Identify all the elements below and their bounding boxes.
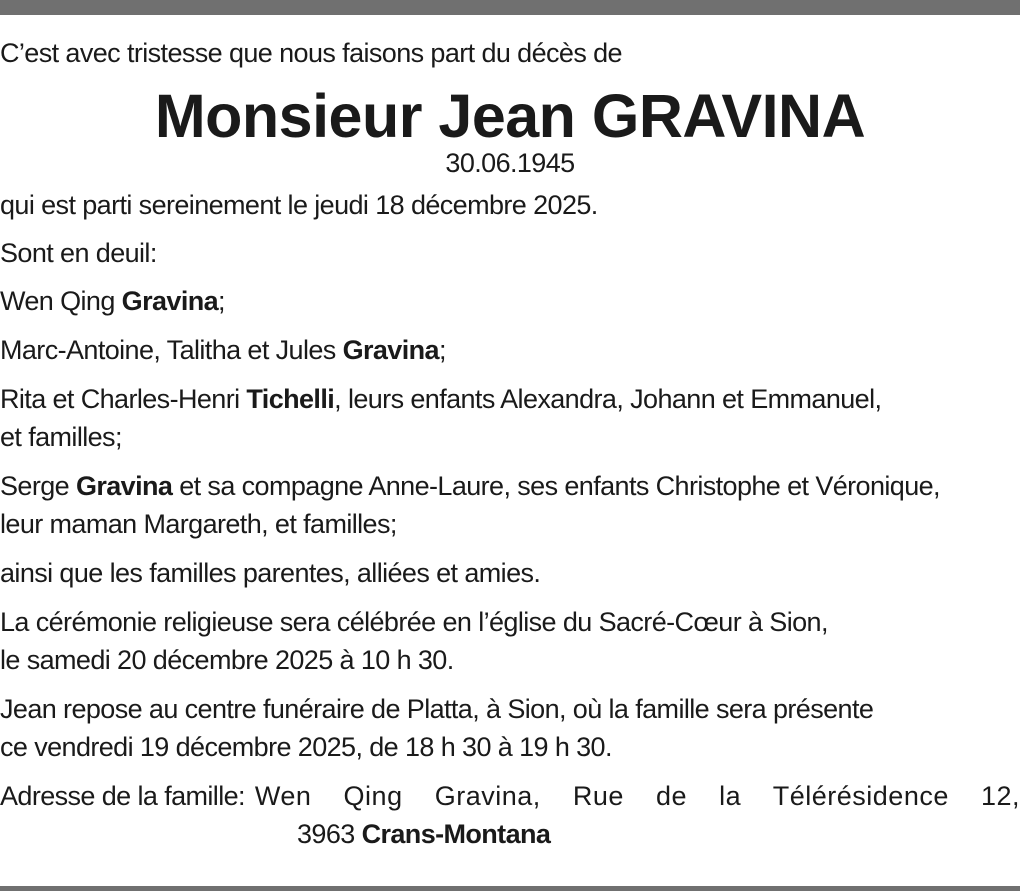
mourner-surname: Gravina	[342, 335, 439, 365]
address-postcode: 3963	[297, 819, 355, 849]
address-label: Adresse de la famille:	[0, 781, 245, 811]
mourners-heading: Sont en deuil:	[0, 238, 157, 268]
mourner-surname: Gravina	[121, 286, 219, 316]
mourner-line: Serge Gravina et sa compagne Anne-Laure, ses enfants Christophe et Véronique, leur maman Margareth, et familles;	[0, 471, 940, 539]
mourner-surname: Tichelli	[246, 384, 335, 414]
visitation-text: Jean repose au centre funéraire de Platta, à Sion, où la famille sera présente ce vendredi 19 décembre 2025, de 18 h 30 à 19 h 30.	[0, 694, 874, 762]
ceremony-text: La cérémonie religieuse sera célébrée en l’église du Sacré-Cœur à Sion, le samedi 20 décembre 2025 à 10 h 30.	[0, 607, 828, 675]
address-street: Wen Qing Gravina, Rue de la Télérésidence 12,	[254, 781, 1020, 811]
obituary-notice	[0, 34, 1020, 853]
departure-text: qui est parti sereinement le jeudi 18 décembre 2025.	[0, 190, 598, 220]
bottom-rule	[0, 886, 1020, 891]
relatives-text: ainsi que les familles parentes, alliées et amies.	[0, 558, 541, 588]
address-city: Crans-Montana	[361, 819, 551, 849]
top-rule	[0, 0, 1020, 15]
family-address	[0, 777, 1020, 853]
mourner-line: Marc-Antoine, Talitha et Jules Gravina;	[0, 335, 446, 365]
address-city-line	[0, 815, 1020, 853]
mourner-surname: Gravina	[75, 471, 173, 501]
mourner-line: Rita et Charles-Henri Tichelli, leurs enfants Alexandra, Johann et Emmanuel, et familles;	[0, 384, 882, 452]
birth-date: 30.06.1945	[445, 148, 575, 178]
intro-text: C’est avec tristesse que nous faisons part du décès de	[0, 38, 622, 68]
deceased-name: Monsieur Jean GRAVINA	[154, 82, 866, 150]
mourner-line: Wen Qing Gravina;	[0, 286, 225, 316]
